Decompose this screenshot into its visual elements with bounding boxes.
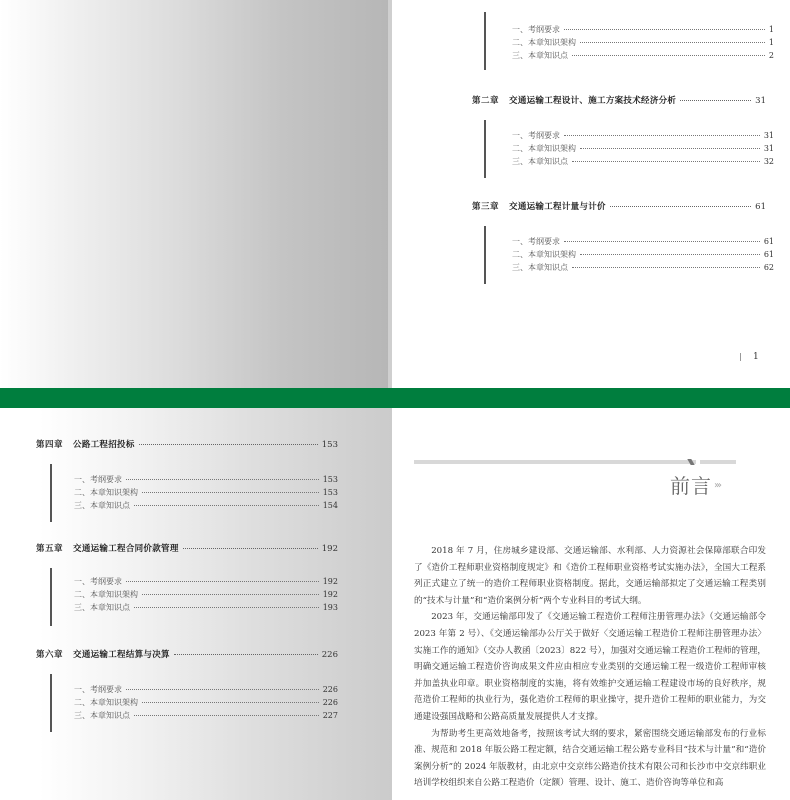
- preface-title: 前言: [670, 474, 712, 498]
- sub-page: 192: [322, 590, 338, 599]
- sub-page: 227: [322, 711, 338, 720]
- toc-sub-item[interactable]: [74, 589, 338, 600]
- section-bar: [484, 226, 486, 284]
- green-divider-band: [0, 388, 790, 408]
- toc-sub-item[interactable]: [512, 236, 774, 247]
- dot-leader: [564, 135, 760, 136]
- folio-text: 1: [753, 352, 759, 362]
- dot-leader: [610, 206, 751, 207]
- chapter-number: 第二章: [472, 96, 500, 106]
- dot-leader: [183, 548, 318, 549]
- sub-page: 62: [763, 263, 774, 272]
- dot-leader: [174, 654, 318, 655]
- sub-page: 1: [768, 25, 774, 34]
- sub-label: 一、考纲要求: [74, 577, 122, 586]
- section-bar: [484, 120, 486, 178]
- dot-leader: [142, 594, 319, 595]
- sub-page: 192: [322, 577, 338, 586]
- sub-page: 226: [322, 685, 338, 694]
- preface-page: [392, 408, 790, 800]
- sub-page: 193: [322, 603, 338, 612]
- dot-leader: [126, 581, 319, 582]
- toc-page-top-right: [392, 0, 790, 388]
- sub-label: 三、本章知识点: [74, 603, 130, 612]
- toc-sub-item[interactable]: [74, 487, 338, 498]
- section-bar: [484, 12, 486, 70]
- dot-leader: [580, 148, 760, 149]
- sub-page: 61: [763, 250, 774, 259]
- dot-leader: [134, 607, 319, 608]
- chapter-number: 第四章: [36, 440, 64, 450]
- dot-leader: [680, 100, 751, 101]
- sub-label: 三、本章知识点: [512, 263, 568, 272]
- toc-sub-item[interactable]: [74, 576, 338, 587]
- toc-sub-item[interactable]: [74, 474, 338, 485]
- chapter2-subsections: [484, 120, 784, 180]
- sub-label: 一、考纲要求: [512, 25, 560, 34]
- toc-sub-item[interactable]: [74, 602, 338, 613]
- sub-label: 三、本章知识点: [74, 501, 130, 510]
- sub-label: 二、本章知识架构: [512, 250, 576, 259]
- sub-label: 一、考纲要求: [512, 237, 560, 246]
- toc-sub-item[interactable]: [512, 249, 774, 260]
- chapter-page: 226: [321, 650, 338, 660]
- chevrons-right-icon: ›››: [714, 480, 720, 491]
- chapter-page: 153: [321, 440, 338, 450]
- toc-sub-item[interactable]: [74, 684, 338, 695]
- dot-leader: [142, 702, 319, 703]
- dot-leader: [139, 444, 318, 445]
- section-bar: [50, 674, 52, 732]
- sub-label: 二、本章知识架构: [74, 488, 138, 497]
- sub-page: 2: [768, 51, 774, 60]
- chapter-title: 公路工程招投标: [73, 440, 135, 450]
- toc-sub-item[interactable]: [512, 24, 774, 35]
- chapter-page: 31: [755, 96, 766, 106]
- sub-label: 二、本章知识架构: [512, 38, 576, 47]
- toc-chapter-3[interactable]: [472, 200, 766, 212]
- toc-chapter-6[interactable]: [36, 648, 338, 660]
- sub-label: 三、本章知识点: [74, 711, 130, 720]
- toc-sub-item[interactable]: [512, 37, 774, 48]
- sub-label: 三、本章知识点: [512, 157, 568, 166]
- toc-sub-item[interactable]: [74, 697, 338, 708]
- toc-chapter-5[interactable]: [36, 542, 338, 554]
- chapter-number: 第五章: [36, 544, 64, 554]
- preface-paragraph: 2018 年 7 月，住房城乡建设部、交通运输部、水利部、人力资源社会保障部联合印发了《造价工程师职业资格制度规定》和《造价工程师职业资格考试实施办法》，全国大工程系列正式建立了统一的造价工程师职业资格制度。据此，交通运输部拟定了交通运输工程类别的“技术与计量”和“造价案例分析”两个专业科目的考试大纲。: [414, 546, 766, 606]
- sub-label: 一、考纲要求: [74, 685, 122, 694]
- toc-chapter-2[interactable]: [472, 94, 766, 106]
- chapter-number: 第三章: [472, 202, 500, 212]
- section-bar: [50, 568, 52, 626]
- page-number: [740, 352, 759, 362]
- dot-leader: [134, 505, 319, 506]
- toc-sub-item[interactable]: [512, 50, 774, 61]
- chapter3-subsections: [484, 226, 784, 286]
- dot-leader: [572, 161, 760, 162]
- preface-body: [414, 543, 766, 792]
- dot-leader: [580, 254, 760, 255]
- toc-sub-item[interactable]: [74, 710, 338, 721]
- chapter-number: 第六章: [36, 650, 64, 660]
- dot-leader: [572, 267, 760, 268]
- preface-paragraph: 2023 年，交通运输部印发了《交通运输工程造价工程师注册管理办法》（交通运输部令 2023 年第 2 号）、《交通运输部办公厅关于做好〈交通运输工程造价工程师注册管理办法〉实施工作的通知》（交办人教函〔2023〕822 号），加强对交通运输工程造价工程师的管理，明确交通运输工程造价咨询成果文件应由相应专业类别的交通运输工程一级造价工程师审核并加盖执业印章。职业资格制度的实施，将有效维护交通运输工程建设市场的良好秩序，规范造价工程师的执业行为，强化造价工程师的职业操守，提升造价工程师的职业能力，为交通建设强国战略和公路高质量发展提供人才支撑。: [414, 612, 766, 722]
- chapter-title: 交通运输工程设计、施工方案技术经济分析: [509, 96, 677, 106]
- dot-leader: [126, 689, 319, 690]
- dot-leader: [134, 715, 319, 716]
- chapter-page: 61: [755, 202, 766, 212]
- toc-sub-item[interactable]: [512, 262, 774, 273]
- dot-leader: [142, 492, 319, 493]
- section-bar: [50, 464, 52, 522]
- sub-label: 二、本章知识架构: [74, 590, 138, 599]
- blank-page-top-left: [0, 0, 392, 388]
- sub-label: 一、考纲要求: [512, 131, 560, 140]
- chapter-title: 交通运输工程结算与决算: [73, 650, 170, 660]
- chapter6-subsections: [50, 674, 350, 734]
- dot-leader: [580, 42, 765, 43]
- sub-label: 一、考纲要求: [74, 475, 122, 484]
- sub-page: 31: [763, 144, 774, 153]
- sub-page: 153: [322, 488, 338, 497]
- sub-page: 32: [763, 157, 774, 166]
- chapter-page: 192: [321, 544, 338, 554]
- sub-label: 二、本章知识架构: [74, 698, 138, 707]
- folio-tick: [740, 353, 741, 361]
- toc-sub-item[interactable]: [512, 143, 774, 154]
- toc-chapter-4[interactable]: [36, 438, 338, 450]
- header-rule-gap: [696, 458, 700, 466]
- toc-sub-item[interactable]: [74, 500, 338, 511]
- sub-label: 三、本章知识点: [512, 51, 568, 60]
- toc-page-bottom-left: [0, 408, 392, 800]
- sub-page: 1: [768, 38, 774, 47]
- sub-page: 61: [763, 237, 774, 246]
- chapter-title: 交通运输工程计量与计价: [509, 202, 606, 212]
- dot-leader: [126, 479, 319, 480]
- dot-leader: [572, 55, 765, 56]
- dot-leader: [564, 241, 760, 242]
- sub-label: 二、本章知识架构: [512, 144, 576, 153]
- sub-page: 31: [763, 131, 774, 140]
- preface-paragraph: 为帮助考生更高效地备考，按照该考试大纲的要求，紧密围绕交通运输部发布的行业标准、规范和 2018 年版公路工程定额，结合交通运输工程公路专业科目“技术与计量”和“造价案例分析”的 2024 年版教材，由北京中交京纬公路造价技术有限公司和长沙市中交京纬职业培训学校组织来自公路工程造价（定额）管理、设计、施工、造价咨询等单位和高: [414, 728, 766, 789]
- toc-sub-item[interactable]: [512, 130, 774, 141]
- sub-page: 226: [322, 698, 338, 707]
- sub-page: 154: [322, 501, 338, 510]
- chapter5-subsections: [50, 568, 350, 628]
- chapter1-subsections: [484, 12, 784, 72]
- sub-page: 153: [322, 475, 338, 484]
- chapter-title: 交通运输工程合同价款管理: [73, 544, 179, 554]
- dot-leader: [564, 29, 765, 30]
- chapter4-subsections: [50, 464, 350, 524]
- toc-sub-item[interactable]: [512, 156, 774, 167]
